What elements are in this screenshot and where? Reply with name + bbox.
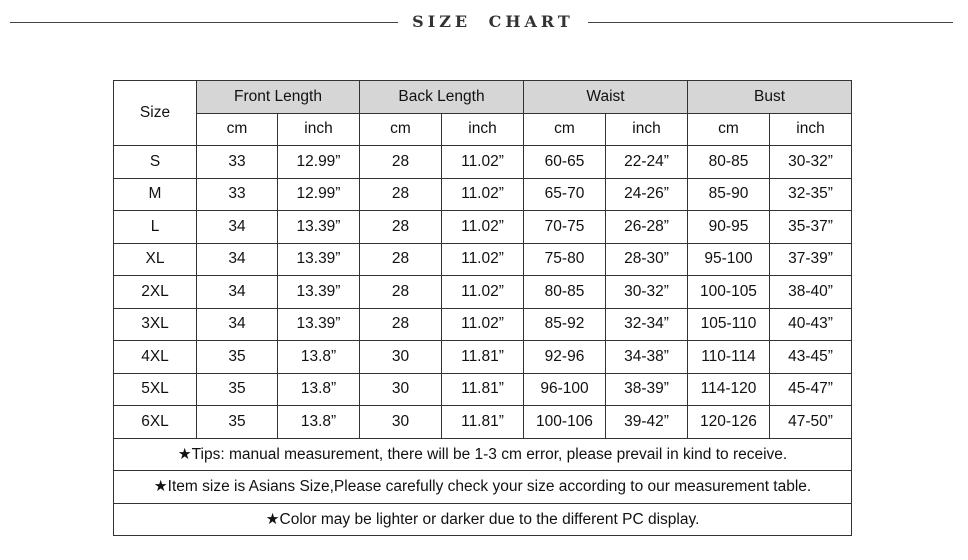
size-cell: S: [114, 146, 197, 179]
measurement-cell: 28: [360, 211, 442, 244]
measurement-cell: 24-26”: [606, 178, 688, 211]
group-header-waist: Waist: [524, 81, 688, 114]
measurement-cell: 90-95: [688, 211, 770, 244]
size-cell: 4XL: [114, 341, 197, 374]
unit-header: cm: [688, 113, 770, 146]
measurement-cell: 35: [197, 341, 278, 374]
measurement-cell: 34: [197, 308, 278, 341]
title-bar: [0, 8, 968, 38]
title-divider-left: [10, 22, 398, 23]
measurement-cell: 80-85: [524, 276, 606, 309]
measurement-cell: 120-126: [688, 406, 770, 439]
measurement-cell: 43-45”: [770, 341, 852, 374]
size-rows: [114, 146, 852, 439]
measurement-cell: 13.39”: [278, 308, 360, 341]
size-cell: 5XL: [114, 373, 197, 406]
table-row: [114, 146, 852, 179]
note-tips: ★Tips: manual measurement, there will be 1-3 cm error, please prevail in kind to receive.: [114, 438, 852, 471]
size-column-header: Size: [114, 81, 197, 146]
note-asian-size: ★Item size is Asians Size,Please carefully check your size according to our measurement table.: [114, 471, 852, 504]
unit-header: inch: [278, 113, 360, 146]
measurement-cell: 33: [197, 178, 278, 211]
measurement-cell: 30: [360, 373, 442, 406]
size-cell: 6XL: [114, 406, 197, 439]
measurement-cell: 33: [197, 146, 278, 179]
measurement-cell: 47-50”: [770, 406, 852, 439]
table-row: [114, 178, 852, 211]
measurement-cell: 11.81”: [442, 373, 524, 406]
unit-header: inch: [442, 113, 524, 146]
measurement-cell: 28: [360, 243, 442, 276]
measurement-cell: 40-43”: [770, 308, 852, 341]
measurement-cell: 32-34”: [606, 308, 688, 341]
note-row: [114, 503, 852, 536]
measurement-cell: 92-96: [524, 341, 606, 374]
measurement-cell: 85-90: [688, 178, 770, 211]
measurement-cell: 30-32”: [606, 276, 688, 309]
measurement-cell: 13.39”: [278, 211, 360, 244]
page-title: SIZE CHART: [412, 12, 574, 31]
measurement-cell: 11.81”: [442, 341, 524, 374]
title-divider-right: [588, 22, 953, 23]
measurement-cell: 34: [197, 243, 278, 276]
measurement-cell: 34: [197, 276, 278, 309]
group-header-row: [114, 81, 852, 114]
measurement-cell: 30-32”: [770, 146, 852, 179]
table-row: [114, 211, 852, 244]
size-cell: 3XL: [114, 308, 197, 341]
measurement-cell: 13.39”: [278, 276, 360, 309]
measurement-cell: 110-114: [688, 341, 770, 374]
measurement-cell: 100-105: [688, 276, 770, 309]
measurement-cell: 28: [360, 146, 442, 179]
unit-header: inch: [606, 113, 688, 146]
measurement-cell: 95-100: [688, 243, 770, 276]
size-cell: 2XL: [114, 276, 197, 309]
measurement-cell: 37-39”: [770, 243, 852, 276]
measurement-cell: 39-42”: [606, 406, 688, 439]
measurement-cell: 34-38”: [606, 341, 688, 374]
measurement-cell: 30: [360, 406, 442, 439]
measurement-cell: 70-75: [524, 211, 606, 244]
measurement-cell: 100-106: [524, 406, 606, 439]
measurement-cell: 13.8”: [278, 341, 360, 374]
unit-header: cm: [197, 113, 278, 146]
measurement-cell: 45-47”: [770, 373, 852, 406]
measurement-cell: 30: [360, 341, 442, 374]
measurement-cell: 114-120: [688, 373, 770, 406]
group-header-back-length: Back Length: [360, 81, 524, 114]
measurement-cell: 80-85: [688, 146, 770, 179]
measurement-cell: 38-40”: [770, 276, 852, 309]
unit-header: cm: [360, 113, 442, 146]
table-row: [114, 373, 852, 406]
measurement-cell: 22-24”: [606, 146, 688, 179]
table-row: [114, 308, 852, 341]
measurement-cell: 12.99”: [278, 146, 360, 179]
measurement-cell: 11.02”: [442, 308, 524, 341]
measurement-cell: 96-100: [524, 373, 606, 406]
table-row: [114, 276, 852, 309]
measurement-cell: 105-110: [688, 308, 770, 341]
measurement-cell: 32-35”: [770, 178, 852, 211]
measurement-cell: 35-37”: [770, 211, 852, 244]
unit-header: inch: [770, 113, 852, 146]
measurement-cell: 28: [360, 178, 442, 211]
size-cell: M: [114, 178, 197, 211]
measurement-cell: 35: [197, 373, 278, 406]
measurement-cell: 38-39”: [606, 373, 688, 406]
measurement-cell: 26-28”: [606, 211, 688, 244]
unit-header: cm: [524, 113, 606, 146]
measurement-cell: 60-65: [524, 146, 606, 179]
measurement-cell: 11.02”: [442, 276, 524, 309]
size-chart-table: [113, 80, 852, 536]
measurement-cell: 11.02”: [442, 243, 524, 276]
table-row: [114, 243, 852, 276]
note-row: [114, 438, 852, 471]
measurement-cell: 35: [197, 406, 278, 439]
size-cell: L: [114, 211, 197, 244]
measurement-cell: 28: [360, 276, 442, 309]
measurement-cell: 65-70: [524, 178, 606, 211]
measurement-cell: 11.81”: [442, 406, 524, 439]
unit-header-row: [114, 113, 852, 146]
measurement-cell: 12.99”: [278, 178, 360, 211]
measurement-cell: 11.02”: [442, 211, 524, 244]
measurement-cell: 11.02”: [442, 178, 524, 211]
measurement-cell: 13.8”: [278, 406, 360, 439]
measurement-cell: 75-80: [524, 243, 606, 276]
measurement-cell: 28: [360, 308, 442, 341]
measurement-cell: 34: [197, 211, 278, 244]
size-cell: XL: [114, 243, 197, 276]
table-row: [114, 406, 852, 439]
measurement-cell: 28-30”: [606, 243, 688, 276]
note-color-display: ★Color may be lighter or darker due to the different PC display.: [114, 503, 852, 536]
measurement-cell: 13.39”: [278, 243, 360, 276]
group-header-bust: Bust: [688, 81, 852, 114]
table-row: [114, 341, 852, 374]
measurement-cell: 11.02”: [442, 146, 524, 179]
note-row: [114, 471, 852, 504]
measurement-cell: 13.8”: [278, 373, 360, 406]
group-header-front-length: Front Length: [197, 81, 360, 114]
measurement-cell: 85-92: [524, 308, 606, 341]
